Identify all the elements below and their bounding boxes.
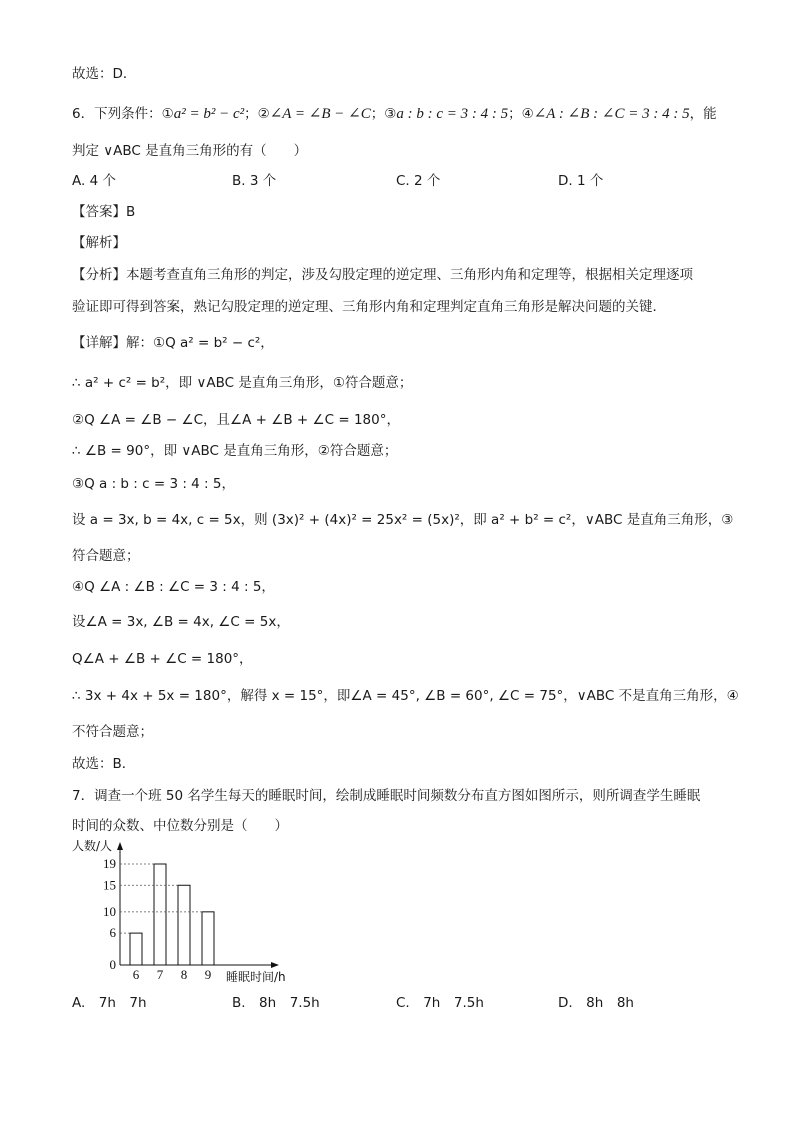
y-axis-arrow [117, 842, 123, 850]
x-tick-8: 8 [180, 967, 188, 982]
detail-line-3: ②Q ∠A = ∠B − ∠C，且∠A + ∠B + ∠C = 180°， [72, 412, 400, 428]
question-6-stem: 6．下列条件：①a² = b² − c²；②∠A = ∠B − ∠C；③a : b : c = 3 : 4 : 5；④∠A : ∠B : ∠C = 3 : 4 : 5，能 [72, 106, 717, 122]
detail-line-6: 设 a = 3x, b = 4x, c = 5x，则 (3x)² + (4x)² = 25x² = (5x)²，即 a² + b² = c²，∨ABC 是直角三角形，③ [72, 512, 734, 528]
y-axis-label: 人数/人 [72, 839, 113, 853]
question-7-stem-line2: 时间的众数、中位数分别是（ ） [72, 818, 288, 834]
y-tick-10: 10 [103, 903, 116, 919]
detail-line-12: 不符合题意； [72, 724, 153, 740]
question-6-stem-line2: 判定 ∨ABC 是直角三角形的有（ ） [72, 143, 308, 159]
q7-option-c: C. 7h 7.5h [396, 995, 484, 1011]
analysis-text-1: 【分析】本题考查直角三角形的判定，涉及勾股定理的逆定理、三角形内角和定理等，根据相关定理逐项 [72, 267, 693, 283]
detail-line-8: ④Q ∠A : ∠B : ∠C = 3 : 4 : 5， [72, 579, 275, 595]
q6-option-a: A. 4 个 [72, 173, 116, 189]
bar-8 [178, 885, 190, 965]
x-axis-label: 睡眠时间/h [226, 970, 286, 984]
bar-6 [130, 933, 142, 965]
x-tick-7: 7 [156, 967, 164, 982]
histogram-chart [70, 838, 310, 988]
y-tick-15: 15 [103, 877, 116, 893]
q6-option-b: B. 3 个 [232, 173, 277, 189]
detail-line-11: ∴ 3x + 4x + 5x = 180°，解得 x = 15°，即∠A = 45°, ∠B = 60°, ∠C = 75°，∨ABC 不是直角三角形，④ [72, 688, 739, 704]
y-tick-19: 19 [103, 856, 116, 871]
analysis-label: 【解析】 [72, 235, 126, 251]
bar-7 [154, 864, 166, 965]
detail-line-7: 符合题意； [72, 548, 140, 564]
analysis-text-2: 验证即可得到答案，熟记勾股定理的逆定理、三角形内角和定理判定直角三角形是解决问题的关键． [72, 299, 666, 315]
bar-9 [202, 912, 214, 965]
x-tick-6: 6 [132, 967, 140, 982]
detail-line-9: 设∠A = 3x, ∠B = 4x, ∠C = 5x， [72, 614, 290, 630]
x-tick-9: 9 [204, 967, 212, 982]
q6-option-c: C. 2 个 [396, 173, 441, 189]
detail-line-10: Q∠A + ∠B + ∠C = 180°， [72, 651, 253, 667]
q7-option-a: A. 7h 7h [72, 995, 147, 1011]
detail-line-1: 【详解】解：①Q a² = b² − c²， [72, 335, 274, 351]
q7-option-d: D. 8h 8h [558, 995, 634, 1011]
q6-option-d: D. 1 个 [558, 173, 604, 189]
question-7-stem: 7．调查一个班 50 名学生每天的睡眠时间，绘制成睡眠时间频数分布直方图如图所示，则所调查学生睡眠 [72, 788, 701, 804]
y-tick-0: 0 [109, 957, 116, 972]
detail-line-13: 故选：B． [72, 756, 136, 772]
x-axis-arrow [271, 962, 279, 968]
prev-conclusion: 故选：D． [72, 66, 137, 82]
detail-line-5: ③Q a : b : c = 3 : 4 : 5， [72, 476, 235, 492]
q7-option-b: B. 8h 7.5h [232, 995, 320, 1011]
answer-label: 【答案】B [72, 204, 136, 220]
detail-line-4: ∴ ∠B = 90°，即 ∨ABC 是直角三角形，②符合题意； [72, 443, 398, 459]
y-tick-6: 6 [109, 925, 116, 941]
detail-line-2: ∴ a² + c² = b²，即 ∨ABC 是直角三角形，①符合题意； [72, 375, 413, 391]
